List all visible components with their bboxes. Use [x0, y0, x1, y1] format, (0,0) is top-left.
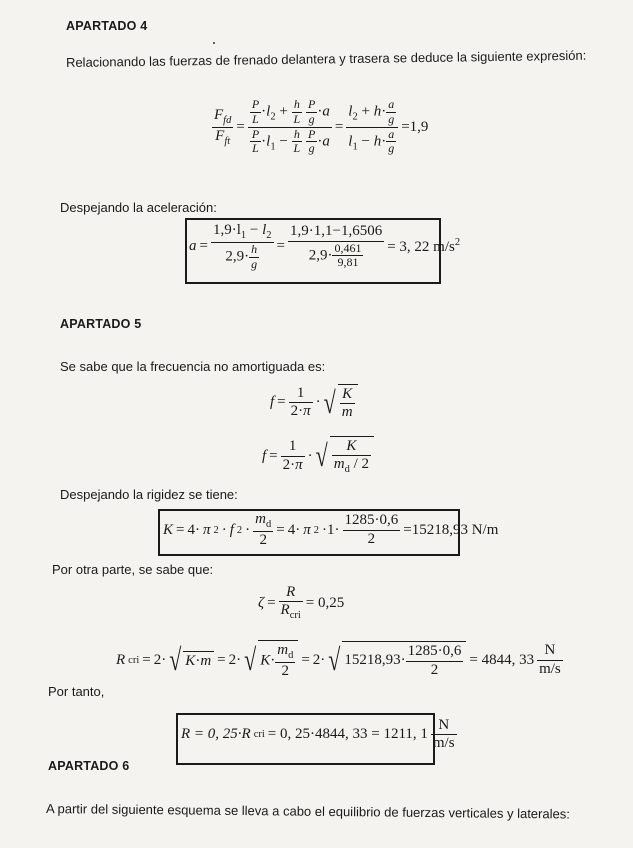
damping-ratio-formula: ζ = $\frac{R}{R_{cri}}$ = 0,25 — [258, 584, 345, 622]
frequency-formula-1: f = $\frac{1}{2\cdot\pi}$ · √ $\frac{K}{m}$ — [270, 384, 358, 422]
rcri-inner-frac: 1285·0,6 — [406, 643, 464, 661]
acceleration-formula: a = $1,9\cdot l_1 - l_2$ 2,9· $\frac{h}{g}$ = 1,9·1,1−1,6506 2,9· $\frac{0,461}{9,81}$ = 3, 22 $m/s^2$ — [189, 222, 461, 271]
accel-frac-den: 9,81 — [337, 255, 359, 270]
r-expr: R = 0, 25·R — [181, 726, 251, 743]
rcri-inner-1: 15218,93· — [344, 652, 406, 669]
r-mid: = 0, 25·4844, 33 = 1211, 1 — [267, 726, 428, 743]
simplified-fraction: $l_2 + h\cdot$ $\frac{a}{g}$ $l_1 - h\cdot$ $\frac{a}{g}$ — [346, 98, 398, 156]
despejando-aceleracion: Despejando la aceleración: — [60, 200, 217, 215]
despejando-rigidez: Despejando la rigidez se tiene: — [60, 487, 238, 502]
apartado-6-intro: A partir del siguiente esquema se lleva a cabo el equilibrio de fuerzas verticales y laterales: — [45, 801, 570, 822]
accel-exp: 2 — [454, 237, 461, 249]
apartado-5-heading: APARTADO 5 — [60, 317, 142, 331]
por-tanto: Por tanto, — [48, 684, 105, 699]
critical-damping-formula: R cri = 2· √ K·m = 2· √ K· $\frac{m_d}{2}$ = 2· √ 15218,93· $\frac{1285\cdot 0,6}{2}$ = 4844, 33 $\frac{N}{m/s}$ — [116, 641, 561, 680]
k-numerator: 1285·0,6 — [343, 512, 401, 530]
damping-formula: R = 0, 25·R cri = 0, 25·4844, 33 = 1211, 1 $\frac{N}{m/s}$ — [181, 717, 455, 752]
rcri-result: = 4844, 33 — [469, 651, 535, 668]
braking-ratio-formula: $\frac{F_{fd}}{F_{ft}}$ = $\frac{P}{L}$ $\cdot l_2$ + $\frac{h}{L}$ $\frac{P}{g}$ ·a $\frac{P}{L}$ $\cdot l_1$ − $\frac{h}{L}$ $\frac{P}{g}$ ·a = $l_2 + h\cdot$ $\frac{a}{g}$ $l_1 - h\cdot$ $\frac{a}{g}$ =1,9 — [214, 97, 429, 156]
force-expression-fraction: $\frac{P}{L}$ $\cdot l_2$ + $\frac{h}{L}$ $\frac{P}{g}$ ·a $\frac{P}{L}$ $\cdot l_1$ − $\frac{h}{L}$ $\frac{P}{g}$ ·a — [248, 98, 332, 156]
stiffness-formula: K = 4· π 2 · f 2 · $\frac{m_d}{2}$ = 4· π 2 ·1· $\frac{1285\cdot 0,6}{2}$ =15218,93 N/m — [163, 511, 499, 549]
r-unit-den: m/s — [432, 735, 455, 752]
zeta-result: = 0,25 — [305, 594, 345, 611]
frequency-formula-2: f = $\frac{1}{2\cdot\pi}$ · √ $\frac{K}{m_d / 2}$ — [262, 436, 374, 476]
force-ratio-fraction: $\frac{F_{fd}}{F_{ft}}$ — [214, 106, 232, 147]
ratio-result: =1,9 — [401, 118, 429, 135]
accel-num-1: 1,9·l — [212, 222, 241, 238]
acceleration-fraction-symbolic: $1,9\cdot l_1 - l_2$ 2,9· $\frac{h}{g}$ — [212, 222, 272, 271]
unit-den: m/s — [539, 660, 561, 677]
apartado-4-intro: Relacionando las fuerzas de frenado delantera y trasera se deduce la siguiente expresión: — [65, 47, 587, 70]
unit-num: N — [537, 642, 563, 660]
accel-num-2: 1,9·1,1−1,6506 — [288, 223, 384, 241]
r-unit-num: N — [431, 717, 457, 735]
k-result: =15218,93 N/m — [403, 521, 499, 538]
speck — [213, 42, 215, 44]
apartado-6-heading: APARTADO 6 — [48, 759, 130, 773]
accel-frac-num: 0,461 — [334, 240, 362, 255]
rcri-unit — [537, 642, 563, 678]
acceleration-fraction-numeric: 1,9·1,1−1,6506 2,9· $\frac{0,461}{9,81}$ — [290, 223, 383, 270]
apartado-5-intro: Se sabe que la frecuencia no amortiguada es: — [60, 359, 326, 374]
por-otra-parte: Por otra parte, se sabe que: — [52, 562, 214, 577]
accel-result: = 3, 22 m/s — [387, 239, 455, 256]
apartado-4-heading: APARTADO 4 — [66, 19, 148, 33]
